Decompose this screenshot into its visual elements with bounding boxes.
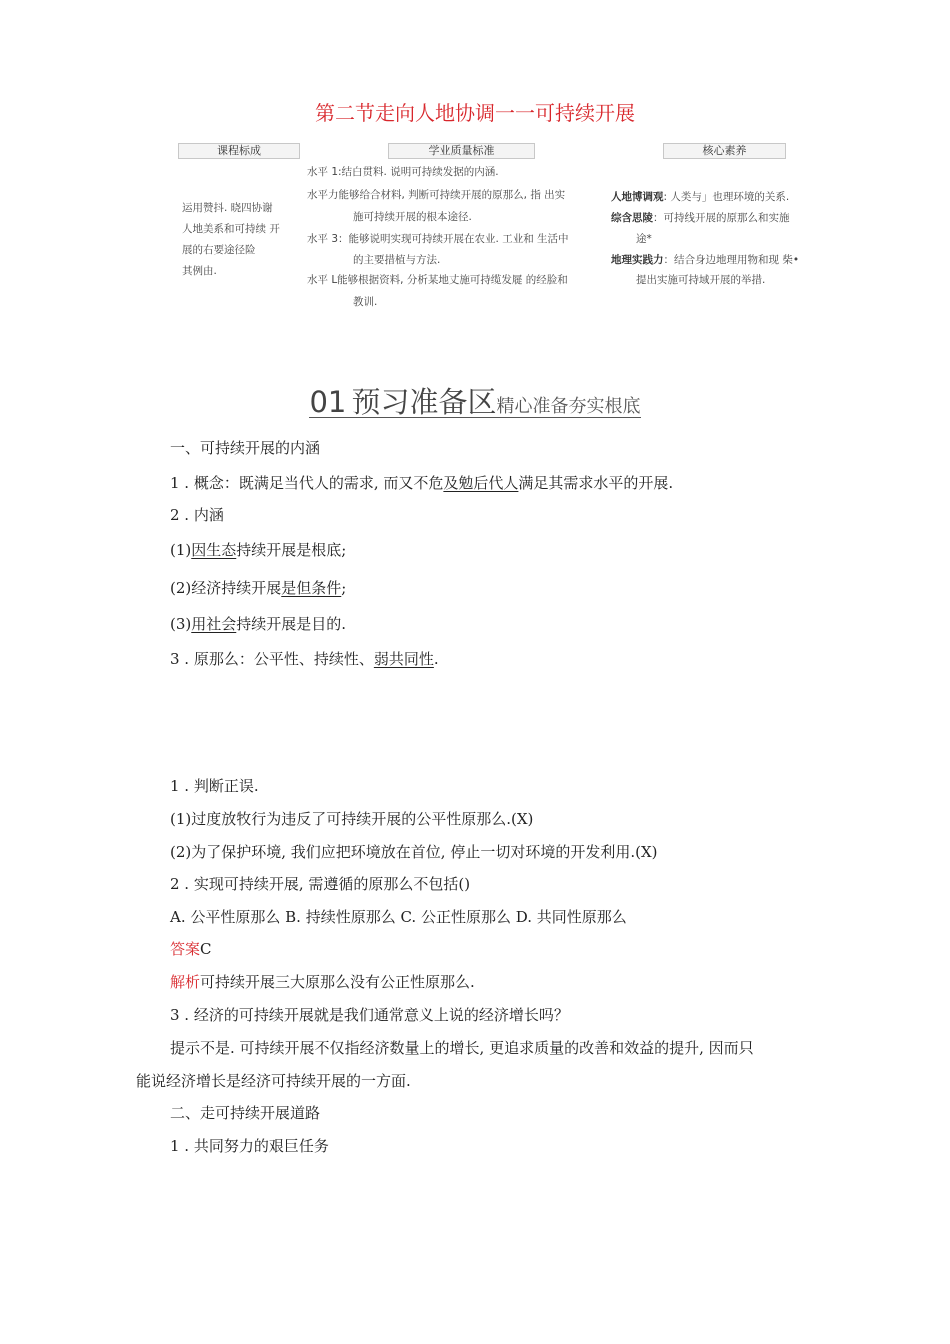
hint-line-2: 能说经济增长是经济可持续开展的一方面. bbox=[136, 1072, 411, 1090]
answer-line bbox=[170, 938, 212, 959]
question-1: 1 . 判断正误. bbox=[170, 777, 259, 795]
core-text: ：可持线开展的原那么和实施 bbox=[653, 212, 790, 224]
connotation-line: 2 . 内涵 bbox=[170, 506, 224, 524]
answer-value: C bbox=[200, 940, 212, 958]
curriculum-line: 人地美系和可持续 开 bbox=[182, 223, 280, 235]
text: 持续开展是根底; bbox=[236, 541, 347, 559]
text: 3 . 原那么：公平性、持续性、 bbox=[170, 650, 374, 668]
curriculum-line: 展的右要途径险 bbox=[182, 244, 256, 256]
curriculum-line: 其例由. bbox=[182, 265, 217, 277]
underlined-text: 是但条件 bbox=[281, 579, 342, 597]
answer-label: 答案 bbox=[170, 940, 201, 958]
explanation-text: 可持续开展三大原那么没有公正性原那么. bbox=[200, 973, 475, 991]
core-label: 地理实践力 bbox=[611, 254, 664, 266]
curriculum-line: 运用赞抖. 晓四协谢 bbox=[182, 202, 273, 214]
connotation-item-2 bbox=[170, 577, 346, 598]
quality-level-4: 水平 L能够根据资料, 分析某地丈施可持缆发屣 的经脸和 bbox=[307, 274, 568, 286]
text: . bbox=[433, 650, 439, 668]
question-1a: (1)过度放牧行为违反了可持续开展的公平性原那么.(X) bbox=[170, 810, 534, 828]
explanation-label: 解析 bbox=[170, 973, 201, 991]
section-heading bbox=[309, 385, 641, 419]
heading-concept: 一、可持续开展的内涵 bbox=[170, 439, 321, 457]
quality-level-4-cont: 教训. bbox=[353, 296, 378, 308]
core-item-2 bbox=[611, 208, 790, 229]
explanation-line bbox=[170, 971, 475, 992]
table-header-core-literacy: 核心素养 bbox=[663, 143, 786, 159]
core-item-3-cont: 提出实施可持域开展的举措. bbox=[636, 274, 766, 286]
core-label: 人地博调观 bbox=[611, 191, 664, 203]
quality-level-2: 水平力能够给合材料, 判断可持续开展的原那么, 指 出实 bbox=[307, 189, 566, 201]
underlined-text: 用社会 bbox=[191, 615, 237, 633]
text: 满足其需求水平的开展. bbox=[518, 474, 674, 492]
page-title: 第二节走向人地协调一一可持续开展 bbox=[315, 101, 635, 125]
quality-level-2-cont: 施可持续开展的根本途径. bbox=[353, 211, 472, 223]
section-name: 预习准备区 bbox=[351, 385, 497, 419]
underlined-text: 弱共同性 bbox=[373, 650, 434, 668]
text: 持续开展是目的. bbox=[236, 615, 347, 633]
question-2: 2 . 实现可持续开展, 需遵循的原那么不包括() bbox=[170, 875, 471, 893]
underlined-text: 及勉后代人 bbox=[443, 474, 519, 492]
principles-line bbox=[170, 648, 439, 669]
text: ; bbox=[341, 579, 347, 597]
section-number: 01 bbox=[309, 385, 347, 419]
question-1b: (2)为了保护环境, 我们应把环境放在首位, 停止一切对环境的开发利用.(X) bbox=[170, 843, 658, 861]
hint-line-1: 提示不是. 可持续开展不仅指经济数量上的增长, 更追求质量的改善和效益的提升, 因而只 bbox=[170, 1039, 754, 1057]
question-2-options: A. 公平性原那么 B. 持续性原那么 C. 公正性原那么 D. 共同性原那么 bbox=[170, 908, 627, 926]
text: (1) bbox=[170, 541, 192, 559]
underlined-text: 因生态 bbox=[191, 541, 237, 559]
task-line: 1 . 共同努力的艰巨任务 bbox=[170, 1137, 329, 1155]
section-subtitle: 精心准备夯实根底 bbox=[496, 396, 641, 417]
connotation-item-3 bbox=[170, 613, 346, 634]
core-item-3 bbox=[611, 250, 799, 271]
core-item-2-cont: 途* bbox=[636, 233, 652, 245]
concept-line bbox=[170, 472, 673, 493]
core-label: 综含思陵 bbox=[611, 212, 653, 224]
core-text: ：结合身边地理用物和现 柴• bbox=[663, 254, 800, 266]
core-text: : 人类与」也理环境的关系. bbox=[663, 191, 790, 203]
quality-level-3: 水平 3：能够说明实现可持续开展在农业. 工业和 生活中 bbox=[307, 233, 569, 245]
text: (2)经济持续开展 bbox=[170, 579, 282, 597]
text: (3) bbox=[170, 615, 192, 633]
table-header-curriculum: 课程标成 bbox=[178, 143, 300, 159]
question-3: 3 . 经济的可持续开展就是我们通常意义上说的经济增长吗？ bbox=[170, 1006, 569, 1024]
curriculum-text bbox=[182, 198, 280, 282]
text: 1 . 概念：既满足当代人的需求, 而又不危 bbox=[170, 474, 444, 492]
heading-path: 二、走可持续开展道路 bbox=[170, 1104, 321, 1122]
quality-level-1: 水平 1:结白贯料. 说明可持续发据的内涵. bbox=[307, 166, 499, 178]
quality-level-3-cont: 的主要措植与方法. bbox=[353, 254, 441, 266]
section-banner bbox=[0, 380, 950, 421]
table-header-quality-standard: 学业质量标准 bbox=[388, 143, 535, 159]
connotation-item-1 bbox=[170, 539, 346, 560]
core-item-1 bbox=[611, 187, 789, 208]
